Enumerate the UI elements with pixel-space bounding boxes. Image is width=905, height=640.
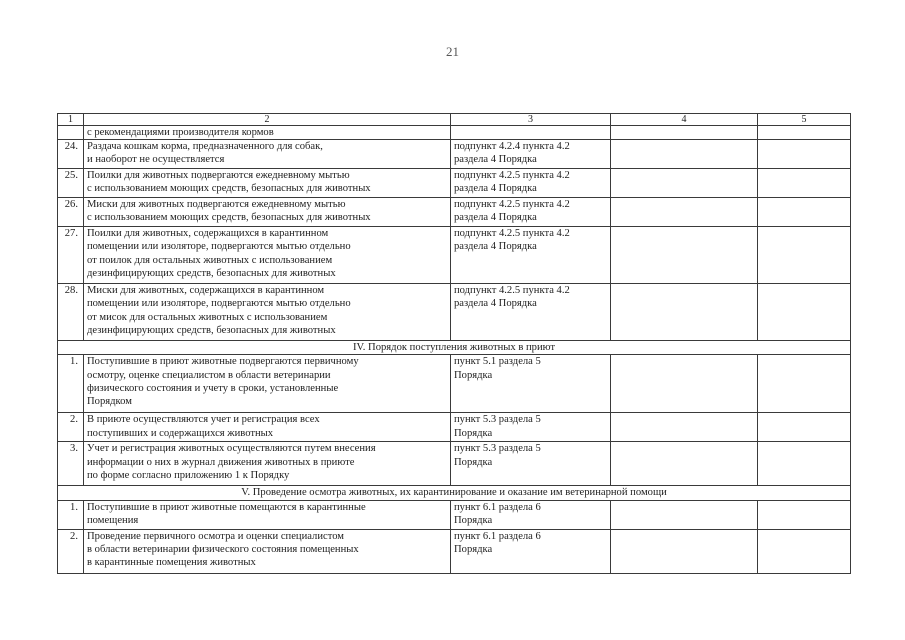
row-number: 1.: [58, 355, 84, 413]
column-5-cell: [758, 500, 851, 529]
column-header: 4: [611, 114, 758, 126]
checklist-table-container: [57, 113, 850, 574]
column-5-cell: [758, 169, 851, 198]
column-header: 2: [84, 114, 451, 126]
regulation-reference: подпункт 4.2.5 пункта 4.2 раздела 4 Порядка: [451, 198, 611, 227]
column-5-cell: [758, 355, 851, 413]
table-row: [58, 198, 851, 227]
row-number: 28.: [58, 284, 84, 341]
regulation-reference: подпункт 4.2.5 пункта 4.2 раздела 4 Порядка: [451, 227, 611, 284]
table-header-row: [58, 114, 851, 126]
column-5-cell: [758, 529, 851, 573]
column-5-cell: [758, 284, 851, 341]
requirement-text: Поступившие в приют животные подвергаются первичному осмотру, оценке специалистом в области ветеринарии физического состояния и учету в сроки, установленные Порядком: [84, 355, 451, 413]
column-4-cell: [611, 126, 758, 140]
column-4-cell: [611, 500, 758, 529]
column-5-cell: [758, 126, 851, 140]
regulation-reference: [451, 126, 611, 140]
requirement-text: с рекомендациями производителя кормов: [84, 126, 451, 140]
section-header-row: [58, 341, 851, 355]
column-5-cell: [758, 413, 851, 442]
section-header-row: [58, 486, 851, 500]
column-4-cell: [611, 227, 758, 284]
regulation-reference: пункт 5.3 раздела 5 Порядка: [451, 442, 611, 486]
requirement-text: Поступившие в приют животные помещаются в карантинные помещения: [84, 500, 451, 529]
column-4-cell: [611, 140, 758, 169]
column-4-cell: [611, 198, 758, 227]
regulation-reference: пункт 6.1 раздела 6 Порядка: [451, 529, 611, 573]
requirement-text: Учет и регистрация животных осуществляются путем внесения информации о них в журнал движения животных в приюте по форме согласно приложению 1 к Порядку: [84, 442, 451, 486]
row-number: 26.: [58, 198, 84, 227]
requirement-text: Раздача кошкам корма, предназначенного для собак, и наоборот не осуществляется: [84, 140, 451, 169]
column-5-cell: [758, 140, 851, 169]
requirement-text: Миски для животных подвергаются ежедневному мытью с использованием моющих средств, безопасных для животных: [84, 198, 451, 227]
requirement-text: Проведение первичного осмотра и оценки специалистом в области ветеринарии физического состояния помещенных в карантинные помещения животных: [84, 529, 451, 573]
table-row: [58, 169, 851, 198]
regulation-reference: пункт 5.1 раздела 5 Порядка: [451, 355, 611, 413]
column-5-cell: [758, 442, 851, 486]
row-number: [58, 126, 84, 140]
row-number: 2.: [58, 529, 84, 573]
column-header: 5: [758, 114, 851, 126]
column-4-cell: [611, 355, 758, 413]
requirement-text: В приюте осуществляются учет и регистрация всех поступивших и содержащихся животных: [84, 413, 451, 442]
column-4-cell: [611, 284, 758, 341]
table-row: [58, 126, 851, 140]
regulation-reference: пункт 5.3 раздела 5 Порядка: [451, 413, 611, 442]
section-title: IV. Порядок поступления животных в приют: [58, 341, 851, 355]
table-row: [58, 442, 851, 486]
column-header: 1: [58, 114, 84, 126]
requirement-text: Поилки для животных подвергаются ежедневному мытью с использованием моющих средств, безопасных для животных: [84, 169, 451, 198]
regulation-reference: подпункт 4.2.4 пункта 4.2 раздела 4 Порядка: [451, 140, 611, 169]
table-row: [58, 500, 851, 529]
column-4-cell: [611, 442, 758, 486]
row-number: 1.: [58, 500, 84, 529]
section-title: V. Проведение осмотра животных, их карантинирование и оказание им ветеринарной помощи: [58, 486, 851, 500]
table-row: [58, 227, 851, 284]
requirement-text: Поилки для животных, содержащихся в карантинном помещении или изоляторе, подвергаются мытью отдельно от поилок для остальных животных с использованием дезинфицирующих средств, безопасных для животных: [84, 227, 451, 284]
row-number: 24.: [58, 140, 84, 169]
row-number: 27.: [58, 227, 84, 284]
checklist-table: [57, 113, 851, 574]
table-row: [58, 413, 851, 442]
row-number: 3.: [58, 442, 84, 486]
column-5-cell: [758, 227, 851, 284]
requirement-text: Миски для животных, содержащихся в карантинном помещении или изоляторе, подвергаются мытью отдельно от мисок для остальных животных с использованием дезинфицирующих средств, безопасных для животных: [84, 284, 451, 341]
table-row: [58, 284, 851, 341]
regulation-reference: подпункт 4.2.5 пункта 4.2 раздела 4 Порядка: [451, 169, 611, 198]
table-row: [58, 140, 851, 169]
table-row: [58, 355, 851, 413]
row-number: 2.: [58, 413, 84, 442]
column-4-cell: [611, 169, 758, 198]
row-number: 25.: [58, 169, 84, 198]
regulation-reference: пункт 6.1 раздела 6 Порядка: [451, 500, 611, 529]
table-row: [58, 529, 851, 573]
column-5-cell: [758, 198, 851, 227]
regulation-reference: подпункт 4.2.5 пункта 4.2 раздела 4 Порядка: [451, 284, 611, 341]
column-4-cell: [611, 413, 758, 442]
page-number: 21: [446, 44, 459, 59]
column-header: 3: [451, 114, 611, 126]
column-4-cell: [611, 529, 758, 573]
